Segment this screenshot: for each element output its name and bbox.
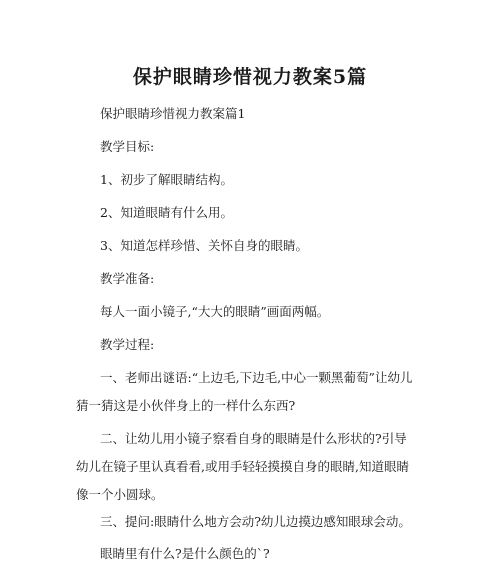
section-heading: 保护眼睛珍惜视力教案篇1 — [100, 106, 246, 121]
paragraph-goal-1: 1、初步了解眼睛结构。 — [100, 172, 233, 187]
paragraph-question: 眼睛里有什么?是什么颜色的`? — [100, 546, 270, 561]
paragraph-goal-3: 3、知道怎样珍惜、关怀自身的眼睛。 — [100, 238, 308, 253]
paragraph-step-3: 三、提问:眼睛什么地方会动?幼儿边摸边感知眼球会动。 — [100, 514, 411, 529]
paragraph-step-2: 二、让幼儿用小镜子察看自身的眼睛是什么形状的?引导幼儿在镜子里认真看看,或用手轻轻摸摸自身的眼睛,知道眼睛像一个小圆球。 — [76, 431, 409, 502]
paragraph-teaching-prep: 教学准备: — [100, 271, 155, 286]
paragraph-teaching-process: 教学过程: — [100, 337, 155, 352]
paragraph-teaching-goals: 教学目标: — [100, 139, 155, 154]
paragraph-step-1: 一、老师出谜语:“上边毛,下边毛,中心一颗黑葡萄”让幼儿猜一猜这是小伙伴身上的一样什么东西? — [76, 370, 413, 413]
paragraph-goal-2: 2、知道眼睛有什么用。 — [100, 205, 233, 220]
document-title: 保护眼睛珍惜视力教案5篇 — [132, 66, 368, 88]
paragraph-prep-items: 每人一面小镜子,“大大的眼睛”画面两幅。 — [100, 304, 330, 319]
